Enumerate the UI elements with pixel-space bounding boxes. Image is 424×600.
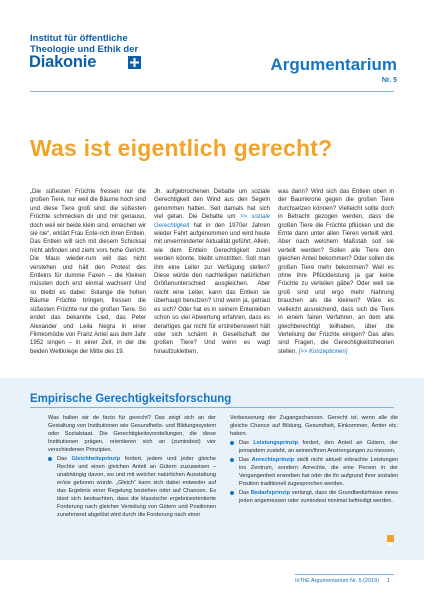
page-title: Was ist eigentlich gerecht? bbox=[30, 135, 333, 161]
diakonie-cross-icon bbox=[128, 56, 141, 69]
footer-divider bbox=[295, 574, 394, 575]
principle-keyword: Leistungsprinzip bbox=[253, 440, 299, 446]
principle-item-need bbox=[230, 489, 398, 505]
institute-logo-diakonie: Diakonie bbox=[29, 53, 97, 71]
body-text: Jh. aufgebrochenen Debatte um soziale Gerechtigkeit den Wind aus den Segeln genommen hatten. Seit damals hat sich viel getan. Die Debatte um bbox=[154, 189, 270, 221]
principle-text: fordert, jedem und jeder gleiche Rechte und einen gleichen Anteil an Gütern zuzuweisen – unabhängig davon, wo und mit welcher natürlichen Ausstattung er/sie geboren wurde. „Gleich“ kann sich dabei entweder auf das Ergebnis einer Regelung beziehen oder auf Chancen. Es lässt sich beobachten, dass die klassische ergebnisorientierte Forderung nach gleicher Verteilung von Gütern und Positionen zunehmend abgelöst wird durch die Forderung nach einer bbox=[57, 456, 216, 518]
empirical-continued: Verbesserung der Zugangschancen. Gerecht ist, wenn alle die gleiche Chance auf Bildung, Gesundheit, Einkommen, Ämter etc. haben. bbox=[230, 415, 398, 437]
section-heading: Empirische Gerechtigkeitsforschung bbox=[30, 393, 232, 405]
concepts-link[interactable]: [>> Konzeptionen] bbox=[298, 348, 348, 355]
empirical-column-2 bbox=[230, 414, 398, 505]
body-paragraph-1: „Die süßesten Früchte fressen nur die großen Tiere, nur weil die Bäume hoch sind und diese Tiere groß sind; die süßesten Früchte schmecken dir und mir genauso, doch weil wir beide klein sind, erreichen wir sie nie“, erklärt Frau Ente-rich ihren Entlein. Das Entlein will sich mit diesem Schicksal nicht abfinden und zieht vors hohe Gericht. Die Maus wieder-rum will das nicht verstehen und hält den Protest des Entleins für dumme Faxen – die Kleinen müssten doch erst einmal wachsen! Und so bleibt es dabei: Solange die hohen Bäume Früchte bringen, fressen die süßesten Früchte nur die großen Tiere. So endet das bekannte Lied, das Peter Alexander und Leila Negra in einer Filmkomödie von Franz Antel aus dem Jahr 1952 singen – in einer Zeit, in der die beiden Weltkriege der Mitte des 19. bbox=[30, 189, 146, 355]
principle-keyword: Bedarfsprinzip bbox=[250, 490, 290, 496]
page-number: 1 bbox=[387, 578, 391, 584]
principle-item-equality bbox=[48, 455, 216, 519]
body-paragraph-3 bbox=[278, 188, 394, 356]
section-divider bbox=[30, 407, 394, 408]
social-justice-link[interactable]: >> soziale Gerechtigkeit bbox=[154, 214, 270, 229]
institute-name-line2: Theologie und Ethik der bbox=[30, 44, 139, 55]
principle-item-entitlement bbox=[230, 456, 398, 488]
empirical-intro: Was halten wir de facto für gerecht? Das zeigt sich an der Gestaltung von Institutionen wie Gesundheits- und Bildungssystem oder Sozialstaat. Die Gerechtigkeitsvorstellungen, die diese Institutionen prägen, orientieren sich an (zumindest) vier verschiedenen Prinzipien. bbox=[48, 415, 216, 453]
issue-number: Nr. 5 bbox=[381, 77, 397, 84]
body-column-2 bbox=[154, 188, 270, 356]
empirical-column-1 bbox=[48, 414, 216, 519]
institute-name-line1: Institut für öffentliche bbox=[30, 33, 128, 44]
body-column-1 bbox=[30, 188, 146, 356]
body-text: was dann? Wird sich das Entlein oben in der Baumkrone gegen die großen Tiere durchsetzen können? Vielleicht sollte doch in Betracht gezogen werden, dass die großen Tiere die Früchte pflücken und die Ernte dann unter allen Tieren verteilt wird. Aber nach welchem Maßstab soll sie verteilt werden? Sollen alle Tiere den gleichen Anteil bekommen? Oder sollen die großen Tiere mehr bekommen? Weil es ohne ihre Pflückleistung ja gar keine Früchte zu verteilen gäbe? Oder weil sie groß sind und ergo mehr Nahrung brauchen als die kleinen? Wäre es vielleicht ausreichend, dass sich die Tiere in einem fairen Verfahren, an dem alle gleichberechtigt teilhaben, über die Verteilung der Früchte einigen? Das alles sind Fragen, die Gerechtigkeitstheorien stellen. bbox=[278, 189, 394, 355]
principle-prefix: Das bbox=[239, 440, 254, 446]
principle-item-performance bbox=[230, 439, 398, 455]
principle-keyword: Gleichheitsprinzip bbox=[71, 456, 121, 462]
principle-keyword: Anrechtsprinzip bbox=[251, 457, 295, 463]
body-column-3 bbox=[278, 188, 394, 356]
bullet-icon bbox=[230, 491, 234, 495]
principle-prefix: Das bbox=[239, 490, 251, 496]
principle-prefix: Das bbox=[57, 456, 72, 462]
body-text: hat in den 1970er Jahren wieder Fahrt aufgenommen und wird heute mit unverminderter Aktualität geführt. Allein, wie dem Entlein Gerechtigkeit zuteil werden könnte, bleibt umstritten. Soll man ihm eine Leiter zur Verfügung stellen? Diese würde den nachteiligen natürlichen Größenunterschied ausgleichen. Aber reicht eine Leiter, kann das Entlein sie überhaupt benutzen? Und wenn ja, getraut es sich? Oder hat es in seinem Entenleben schon so viel Abwertung erfahren, dass es derartiges gar nicht für erstrebenswert hält oder sich schämt in Gesellschaft der großen Tiere? Und wenn es wagt hinaufzuklettern, bbox=[154, 222, 270, 355]
series-title: Argumentarium bbox=[270, 55, 397, 74]
bullet-icon bbox=[48, 457, 52, 461]
footer-source: IöThE Argumentarium Nr. 5 (2019) bbox=[295, 578, 380, 584]
bullet-icon bbox=[230, 458, 234, 462]
principle-prefix: Das bbox=[239, 457, 252, 463]
principle-text: stellt nicht aktuell erbrachte Leistungen ins Zentrum, sondern Anrechte, die eine Person in der Vergangenheit erworben hat oder die ihr aufgrund ihrer sozialen Position traditionell zugesprochen werden. bbox=[239, 457, 398, 487]
bullet-icon bbox=[230, 441, 234, 445]
principle-text: fordert, den Anteil an Gütern, der jemandem zusteht, an seinen/ihren Anstrengungen zu messen. bbox=[239, 440, 398, 454]
continue-arrow-icon bbox=[387, 535, 394, 542]
header-divider bbox=[30, 91, 394, 92]
principle-text: verlangt, dass die Grundbedürfnisse eines jeden angemessen oder zumindest minimal befriedigt werden. bbox=[239, 490, 398, 504]
body-paragraph-2 bbox=[154, 188, 270, 356]
